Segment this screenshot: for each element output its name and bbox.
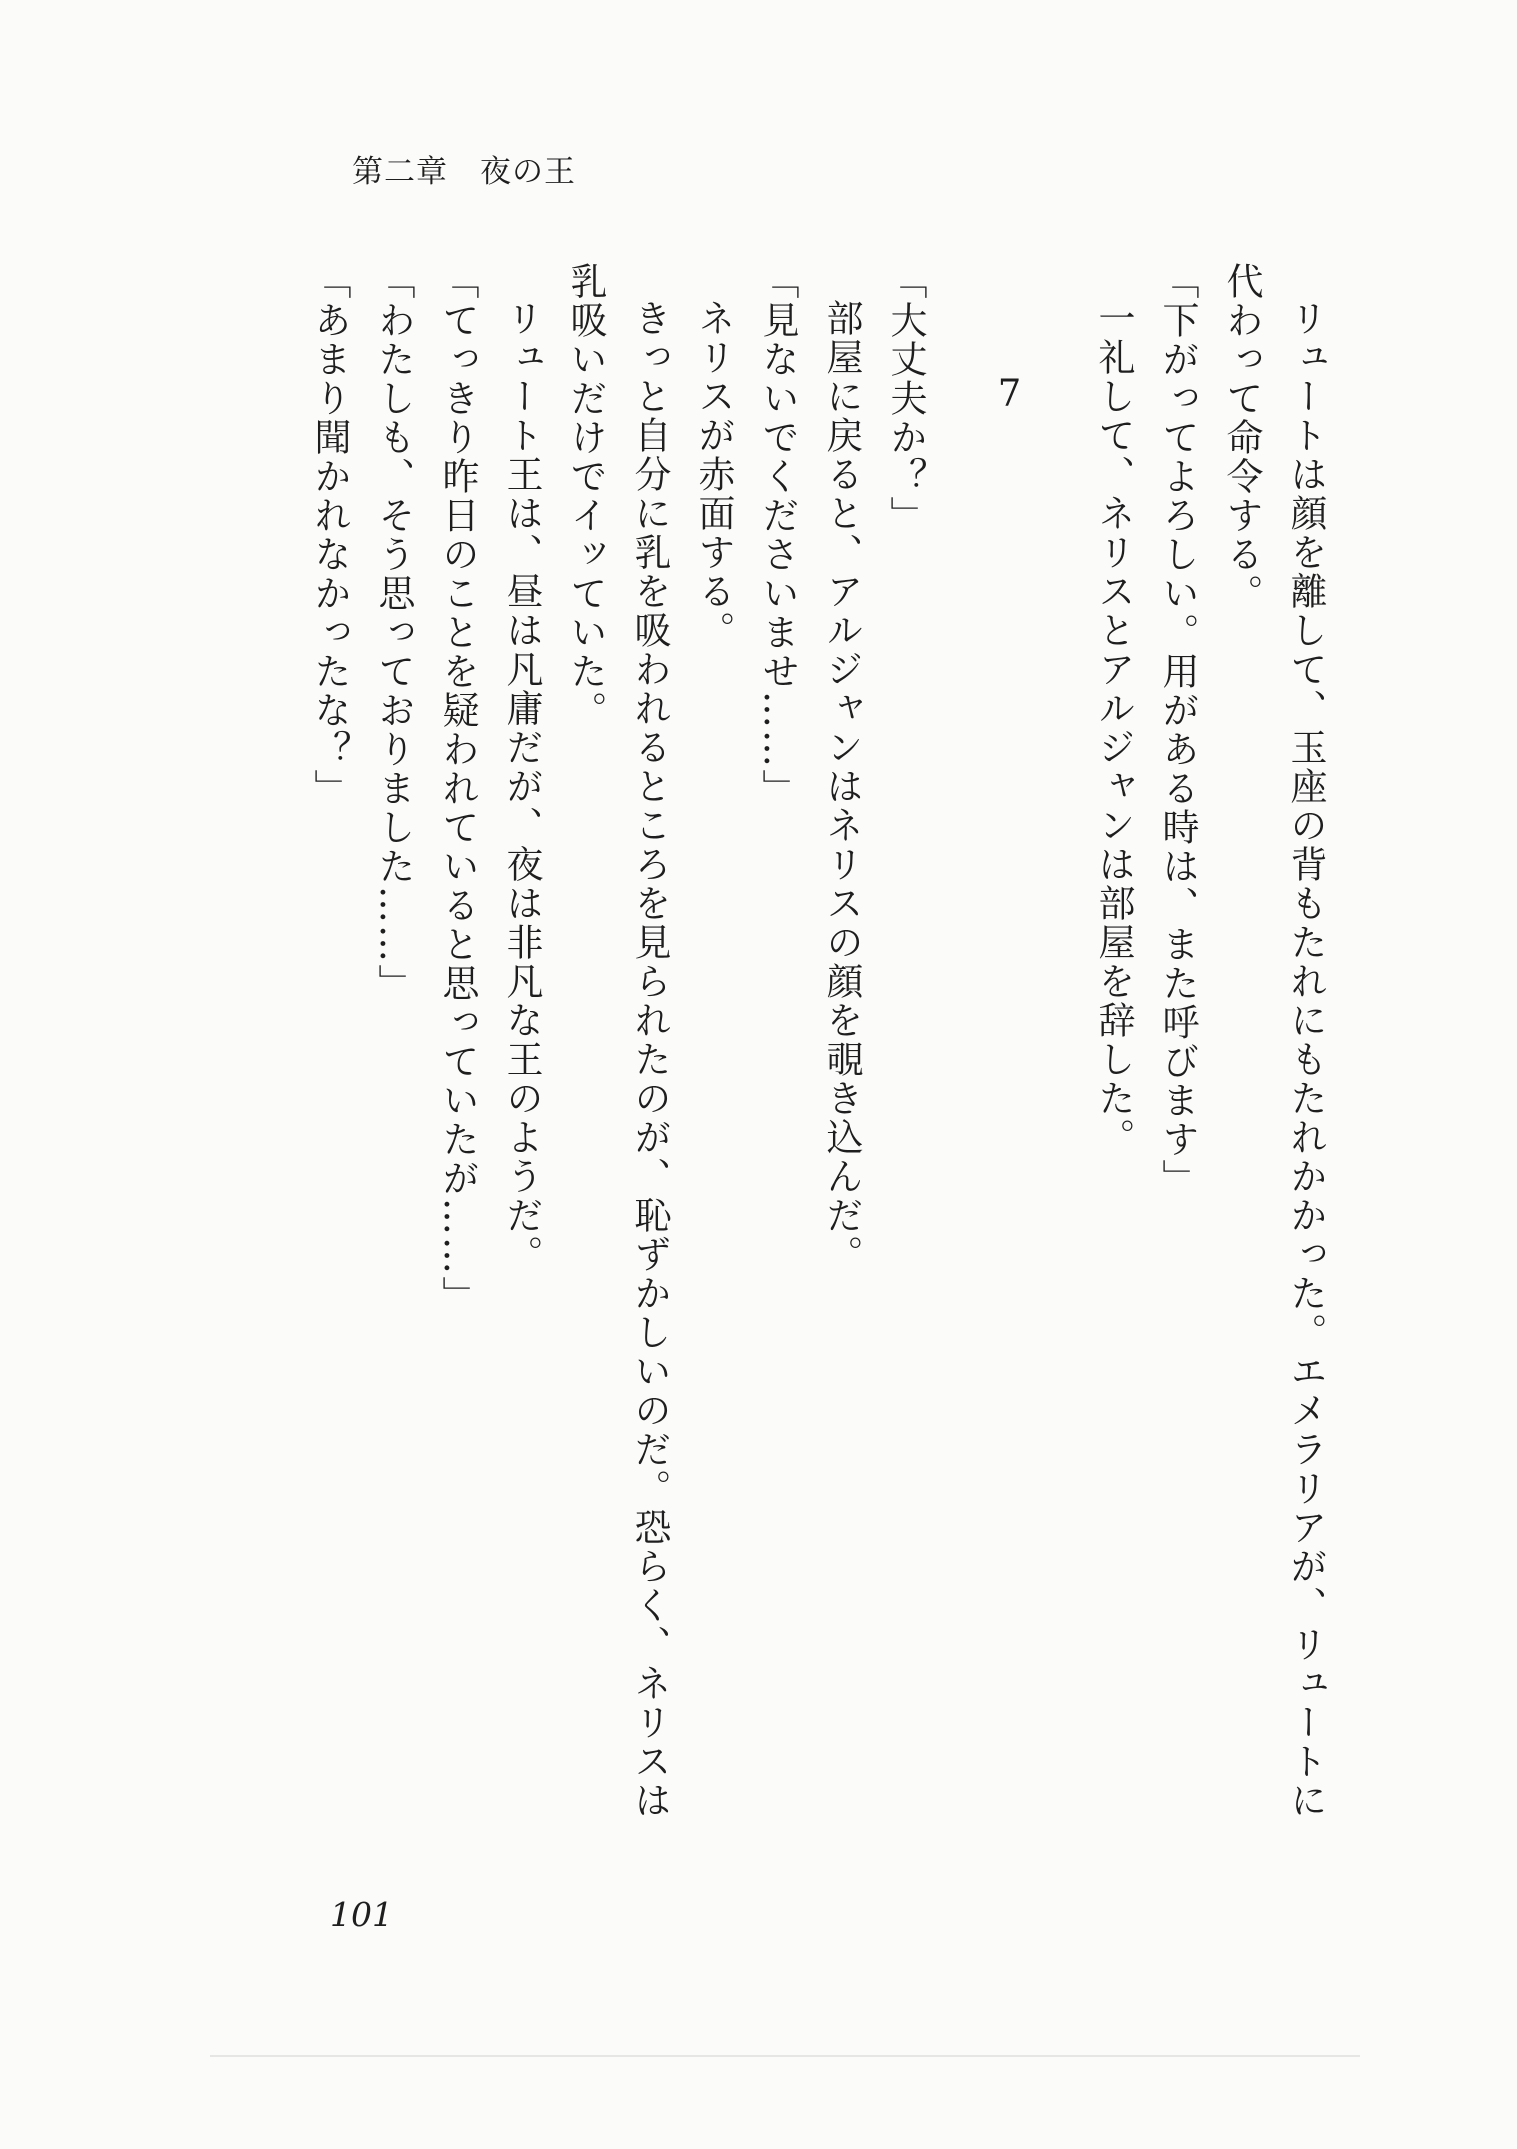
text-line: リュート王は、昼は凡庸だが、夜は非凡な王のようだ。 bbox=[500, 299, 543, 1274]
text-line: きっと自分に乳を吸われるところを見られたのが、恥ずかしいのだ。恐らく、ネリスは bbox=[628, 299, 671, 1820]
text-line: 部屋に戻ると、アルジャンはネリスの顔を覗き込んだ。 bbox=[820, 299, 863, 1274]
text-line: 「わたしも、そう思っておりました……」 bbox=[372, 262, 415, 1003]
vertical-body-text bbox=[297, 262, 1337, 1882]
scan-edge-divider bbox=[210, 2055, 1360, 2057]
text-line: 「てっきり昨日のことを疑われていると思っていたが……」 bbox=[436, 262, 479, 1315]
text-line: 「大丈夫か？」 bbox=[884, 262, 927, 535]
text-line: 「下がってよろしい。用がある時は、また呼びます」 bbox=[1156, 262, 1199, 1198]
text-line: ネリスが赤面する。 bbox=[692, 299, 735, 650]
text-line: 「あまり聞かれなかったな？」 bbox=[308, 262, 351, 808]
text-line: 代わって命令する。 bbox=[1220, 262, 1263, 613]
running-title: 第二章 夜の王 bbox=[352, 154, 576, 190]
text-line: 一礼して、ネリスとアルジャンは部屋を辞した。 bbox=[1092, 299, 1135, 1157]
text-line: 「見ないでくださいませ……」 bbox=[756, 262, 799, 808]
page-number: 101 bbox=[330, 1895, 393, 1934]
text-line: リュートは顔を離して、玉座の背もたれにもたれかかった。エメラリアが、リュートに bbox=[1284, 299, 1327, 1820]
section-number: 7 bbox=[988, 372, 1031, 417]
text-line: 乳吸いだけでイッていた。 bbox=[564, 262, 607, 730]
